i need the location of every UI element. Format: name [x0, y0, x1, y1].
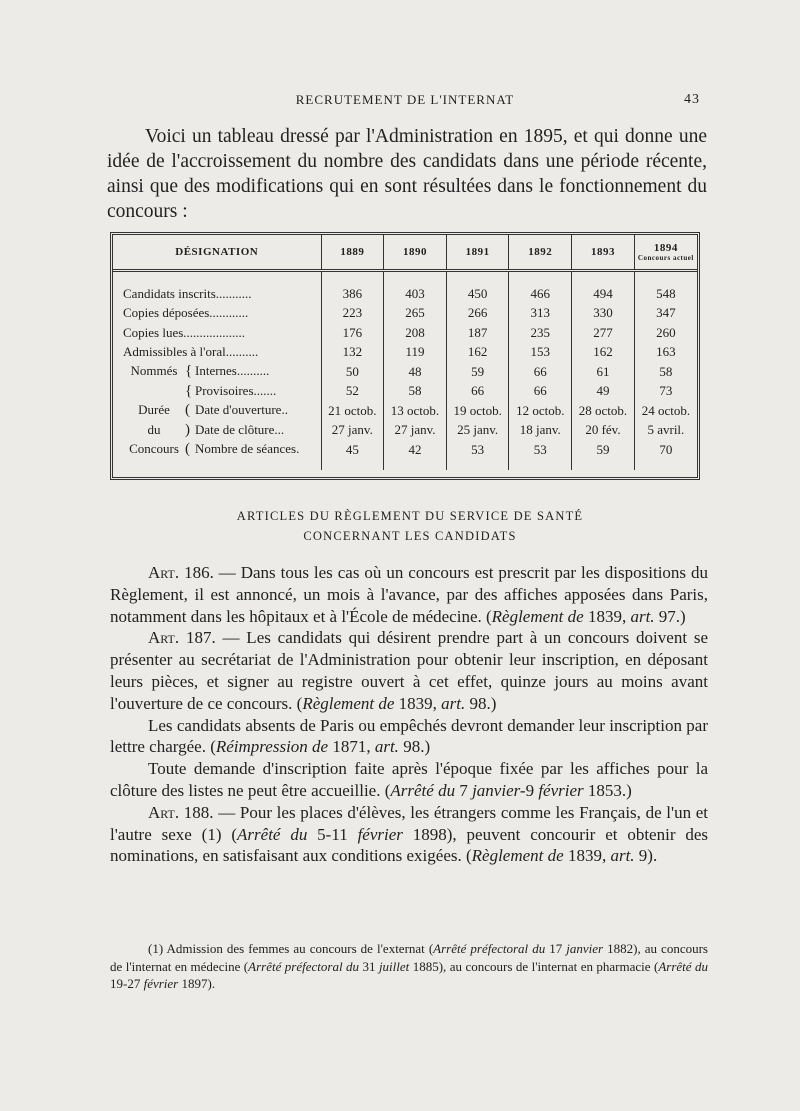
row-label: Copies lues...................: [123, 324, 246, 340]
table-cell: 70: [634, 440, 697, 460]
year-header: 1889: [321, 235, 384, 271]
duree-group-label: du: [147, 421, 161, 437]
paragraph-absents: Les candidats absents de Paris ou empêchés devront demander leur inscription par lettre chargée. (Réimpression de 1871, art. 98.): [110, 715, 708, 757]
table-cell: 162: [572, 343, 635, 363]
row-label: Admissibles à l'oral..........: [123, 344, 259, 360]
row-label: Candidats inscrits...........: [123, 285, 252, 301]
page-header-title: RECRUTEMENT DE L'INTERNAT: [295, 92, 515, 107]
table-cell: 494: [572, 284, 635, 304]
year-header: 1892: [509, 235, 572, 271]
table-cell: 347: [634, 304, 697, 324]
table-cell: 187: [446, 323, 509, 343]
table-cell: 66: [509, 382, 572, 402]
table-cell: 61: [572, 362, 635, 382]
table-cell: 313: [509, 304, 572, 324]
nommes-group-label: Nommés: [130, 363, 178, 379]
year-label: 1894: [653, 242, 678, 254]
table-cell: 386: [321, 284, 384, 304]
page-number: 43: [684, 92, 700, 107]
row-label: [113, 421, 321, 441]
table-cell: 19 octob.: [446, 401, 509, 421]
table-cell: 132: [321, 343, 384, 363]
year-header: 1890: [384, 235, 447, 271]
table-cell: 18 janv.: [509, 421, 572, 441]
table-cell: 52: [321, 382, 384, 402]
table-row: [113, 362, 697, 382]
brace-glyph: {: [185, 363, 193, 380]
table-cell: 66: [509, 362, 572, 382]
table-row: [113, 382, 697, 402]
article-label: Art. 188.: [148, 802, 214, 822]
sub-row-label: Date de clôture...: [195, 421, 285, 437]
row-label: [113, 362, 321, 382]
sub-row-label: Nombre de séances.: [195, 441, 300, 457]
table-cell: 58: [634, 362, 697, 382]
table-row: [113, 343, 697, 363]
year-header: 1891: [446, 235, 509, 271]
brace-glyph: {: [185, 382, 193, 399]
year-header-current: [634, 235, 697, 271]
year-header: 1893: [572, 235, 635, 271]
article-label: Art. 186.: [148, 563, 214, 582]
table-cell: 58: [384, 382, 447, 402]
table-cell: 66: [446, 382, 509, 402]
article-188: Art. 188. — Pour les places d'élèves, les étrangers comme les Français, de l'un et l'autre sexe (1) (Arrêté du 5-11 février 1898), peuvent concourir et obtenir des nominations, en satisfaisant aux conditions exigées. (Règlement de 1839, art. 9).: [110, 802, 709, 866]
table-cell: 176: [321, 323, 384, 343]
section-heading-line1: ARTICLES DU RÈGLEMENT DU SERVICE DE SANTÉ: [236, 509, 584, 523]
table-cell: 450: [446, 284, 509, 304]
statistics-table: [110, 232, 700, 480]
intro-paragraph: Voici un tableau dressé par l'Administration en 1895, et qui donne une idée de l'accroissement du nombre des candidats dans une période récente, ainsi que des modifications qui en sont résultées dans le fonctionnement du concours :: [107, 126, 707, 222]
paragraph-demande: Toute demande d'inscription faite après l'époque fixée par les affiches pour la clôture des listes ne peut être accueillie. (Arrêté du 7 janvier-9 février 1853.): [110, 759, 708, 800]
section-heading-line2: CONCERNANT LES CANDIDATS: [303, 529, 517, 543]
table-cell: 266: [446, 304, 509, 324]
table-cell: 42: [384, 440, 447, 460]
sub-row-label: Date d'ouverture..: [195, 402, 288, 418]
duree-group-label: Concours: [129, 441, 179, 457]
table-cell: 162: [446, 343, 509, 363]
table-header-row: [113, 235, 697, 271]
article-186: Art. 186. — Dans tous les cas où un concours est prescrit par les dispositions du Règlement, il est annoncé, un mois à l'avance, par des affiches apposées dans Paris, notamment dans les hôpitaux et à l'École de médecine. (Règlement de 1839, art. 97.): [110, 563, 708, 626]
table-cell: 73: [634, 382, 697, 402]
table-cell: 13 octob.: [384, 401, 447, 421]
table-cell: 5 avril.: [634, 421, 697, 441]
table-cell: 330: [572, 304, 635, 324]
table-cell: 466: [509, 284, 572, 304]
table-cell: 403: [384, 284, 447, 304]
articles-body: [110, 562, 708, 867]
table-cell: 27 janv.: [384, 421, 447, 441]
table-cell: 260: [634, 323, 697, 343]
table-cell: 548: [634, 284, 697, 304]
row-label: [113, 382, 321, 402]
table-cell: 277: [572, 323, 635, 343]
table-cell: 50: [321, 362, 384, 382]
table-row: [113, 401, 697, 421]
table-cell: 21 octob.: [321, 401, 384, 421]
duree-group-label: Durée: [138, 402, 170, 418]
table-cell: 49: [572, 382, 635, 402]
table-cell: 208: [384, 323, 447, 343]
footnote: (1) Admission des femmes au concours de l'externat (Arrêté préfectoral du 17 janvier 1882), au concours de l'internat en médecine (Arrêté préfectoral du 31 juillet 1885), au concours de l'internat en pharmacie (Arrêté du 19-27 février 1897).: [110, 941, 708, 991]
table-row: [113, 440, 697, 460]
table-cell: 265: [384, 304, 447, 324]
brace-glyph: (: [185, 441, 190, 458]
table-cell: 153: [509, 343, 572, 363]
table-row: [113, 323, 697, 343]
designation-header: DÉSIGNATION: [113, 235, 321, 271]
table-cell: 53: [509, 440, 572, 460]
table-cell: 223: [321, 304, 384, 324]
row-label: [113, 401, 321, 421]
brace-glyph: ): [185, 421, 190, 438]
sub-row-label: Internes..........: [195, 363, 270, 379]
table-cell: 59: [572, 440, 635, 460]
table-row: [113, 421, 697, 441]
row-label: [113, 440, 321, 460]
current-concours-note: Concours actuel: [637, 254, 694, 262]
table-cell: 25 janv.: [446, 421, 509, 441]
table-cell: 27 janv.: [321, 421, 384, 441]
table-cell: 53: [446, 440, 509, 460]
table-cell: 235: [509, 323, 572, 343]
table-cell: 20 fév.: [572, 421, 635, 441]
table-cell: 24 octob.: [634, 401, 697, 421]
table-cell: 45: [321, 440, 384, 460]
table-cell: 12 octob.: [509, 401, 572, 421]
row-label: Copies déposées............: [123, 305, 249, 321]
table-cell: 163: [634, 343, 697, 363]
sub-row-label: Provisoires.......: [195, 382, 277, 398]
running-header: [110, 92, 700, 112]
table-cell: 48: [384, 362, 447, 382]
table-row: [113, 284, 697, 304]
article-187: Art. 187. — Les candidats qui désirent prendre part à un concours doivent se présenter au secrétariat de l'Administration pour obtenir leur inscription, en déposant leurs pièces, et signer au registre ouvert à cet effet, quinze jours au moins avant l'ouverture de ce concours. (Règlement de 1839, art. 98.): [110, 628, 708, 713]
table-cell: 119: [384, 343, 447, 363]
brace-glyph: (: [185, 402, 190, 419]
table-cell: 28 octob.: [572, 401, 635, 421]
table-row: [113, 304, 697, 324]
article-label: Art. 187.: [148, 628, 216, 648]
table-cell: 59: [446, 362, 509, 382]
